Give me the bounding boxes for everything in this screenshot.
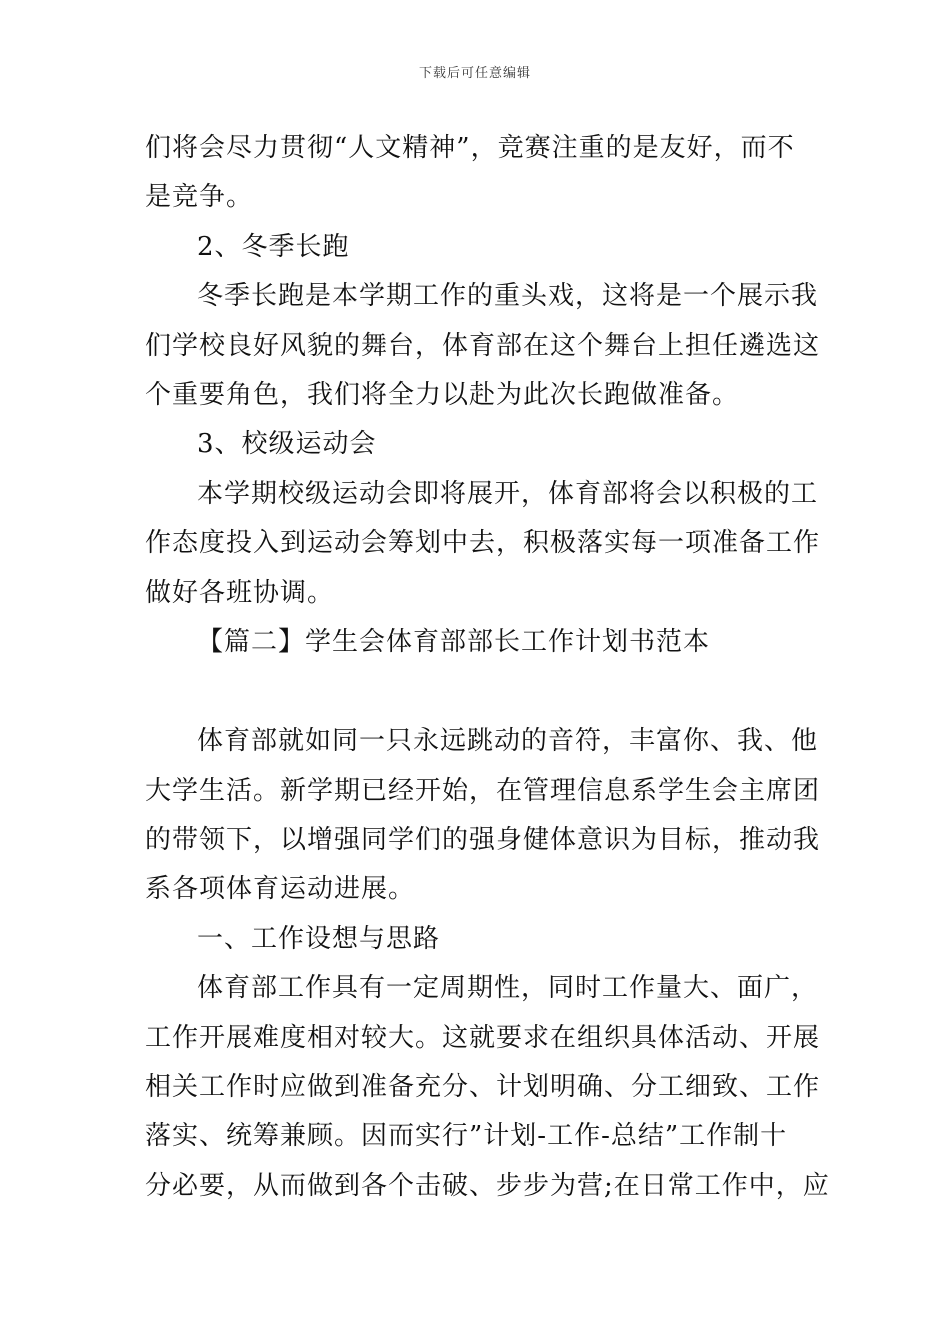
body-text-line: 工作开展难度相对较大。这就要求在组织具体活动、开展 — [145, 1022, 821, 1053]
paragraph-first-line: 冬季长跑是本学期工作的重头戏，这将是一个展示我 — [197, 281, 819, 312]
blank-spacer — [145, 667, 810, 717]
paragraph-first-line: 体育部工作具有一定周期性，同时工作量大、面广， — [197, 973, 819, 1004]
document-body — [145, 124, 830, 1211]
body-text-line: 大学生活。新学期已经开始，在管理信息系学生会主席团 — [145, 775, 821, 806]
body-text-line: 们将会尽力贯彻“人文精神”，竞赛注重的是友好，而不 — [145, 133, 795, 163]
body-text-line: 作态度投入到运动会筹划中去，积极落实每一项准备工作 — [145, 528, 821, 559]
body-text-line: 做好各班协调。 — [145, 577, 335, 608]
page-header-note: 下载后可任意编辑 — [418, 66, 531, 81]
article-title: 【篇二】学生会体育部部长工作计划书范本 — [197, 626, 711, 657]
paragraph-first-line: 体育部就如同一只永远跳动的音符，丰富你、我、他 — [197, 726, 819, 757]
body-text-line: 的带领下，以增强同学们的强身健体意识为目标，推动我 — [145, 825, 821, 856]
section-heading-ideas: 一、工作设想与思路 — [197, 923, 441, 954]
section-heading-winter-run: 2、冬季长跑 — [197, 231, 350, 262]
body-text-line: 个重要角色，我们将全力以赴为此次长跑做准备。 — [145, 379, 740, 410]
section-heading-sports-meet: 3、校级运动会 — [197, 429, 377, 460]
body-text-line: 们学校良好风貌的舞台，体育部在这个舞台上担任遴选这 — [145, 330, 821, 361]
body-text-line: 是竞争。 — [145, 182, 254, 213]
body-text-line: 分必要，从而做到各个击破、步步为营;在日常工作中，应 — [145, 1170, 830, 1201]
body-text-line: 相关工作时应做到准备充分、计划明确、分工细致、工作 — [145, 1072, 821, 1103]
paragraph-first-line: 本学期校级运动会即将展开，体育部将会以积极的工 — [197, 478, 819, 509]
body-text-line: 系各项体育运动进展。 — [145, 874, 416, 905]
body-text-line: 落实、统筹兼顾。因而实行”计划-工作-总结”工作制十 — [145, 1121, 788, 1152]
